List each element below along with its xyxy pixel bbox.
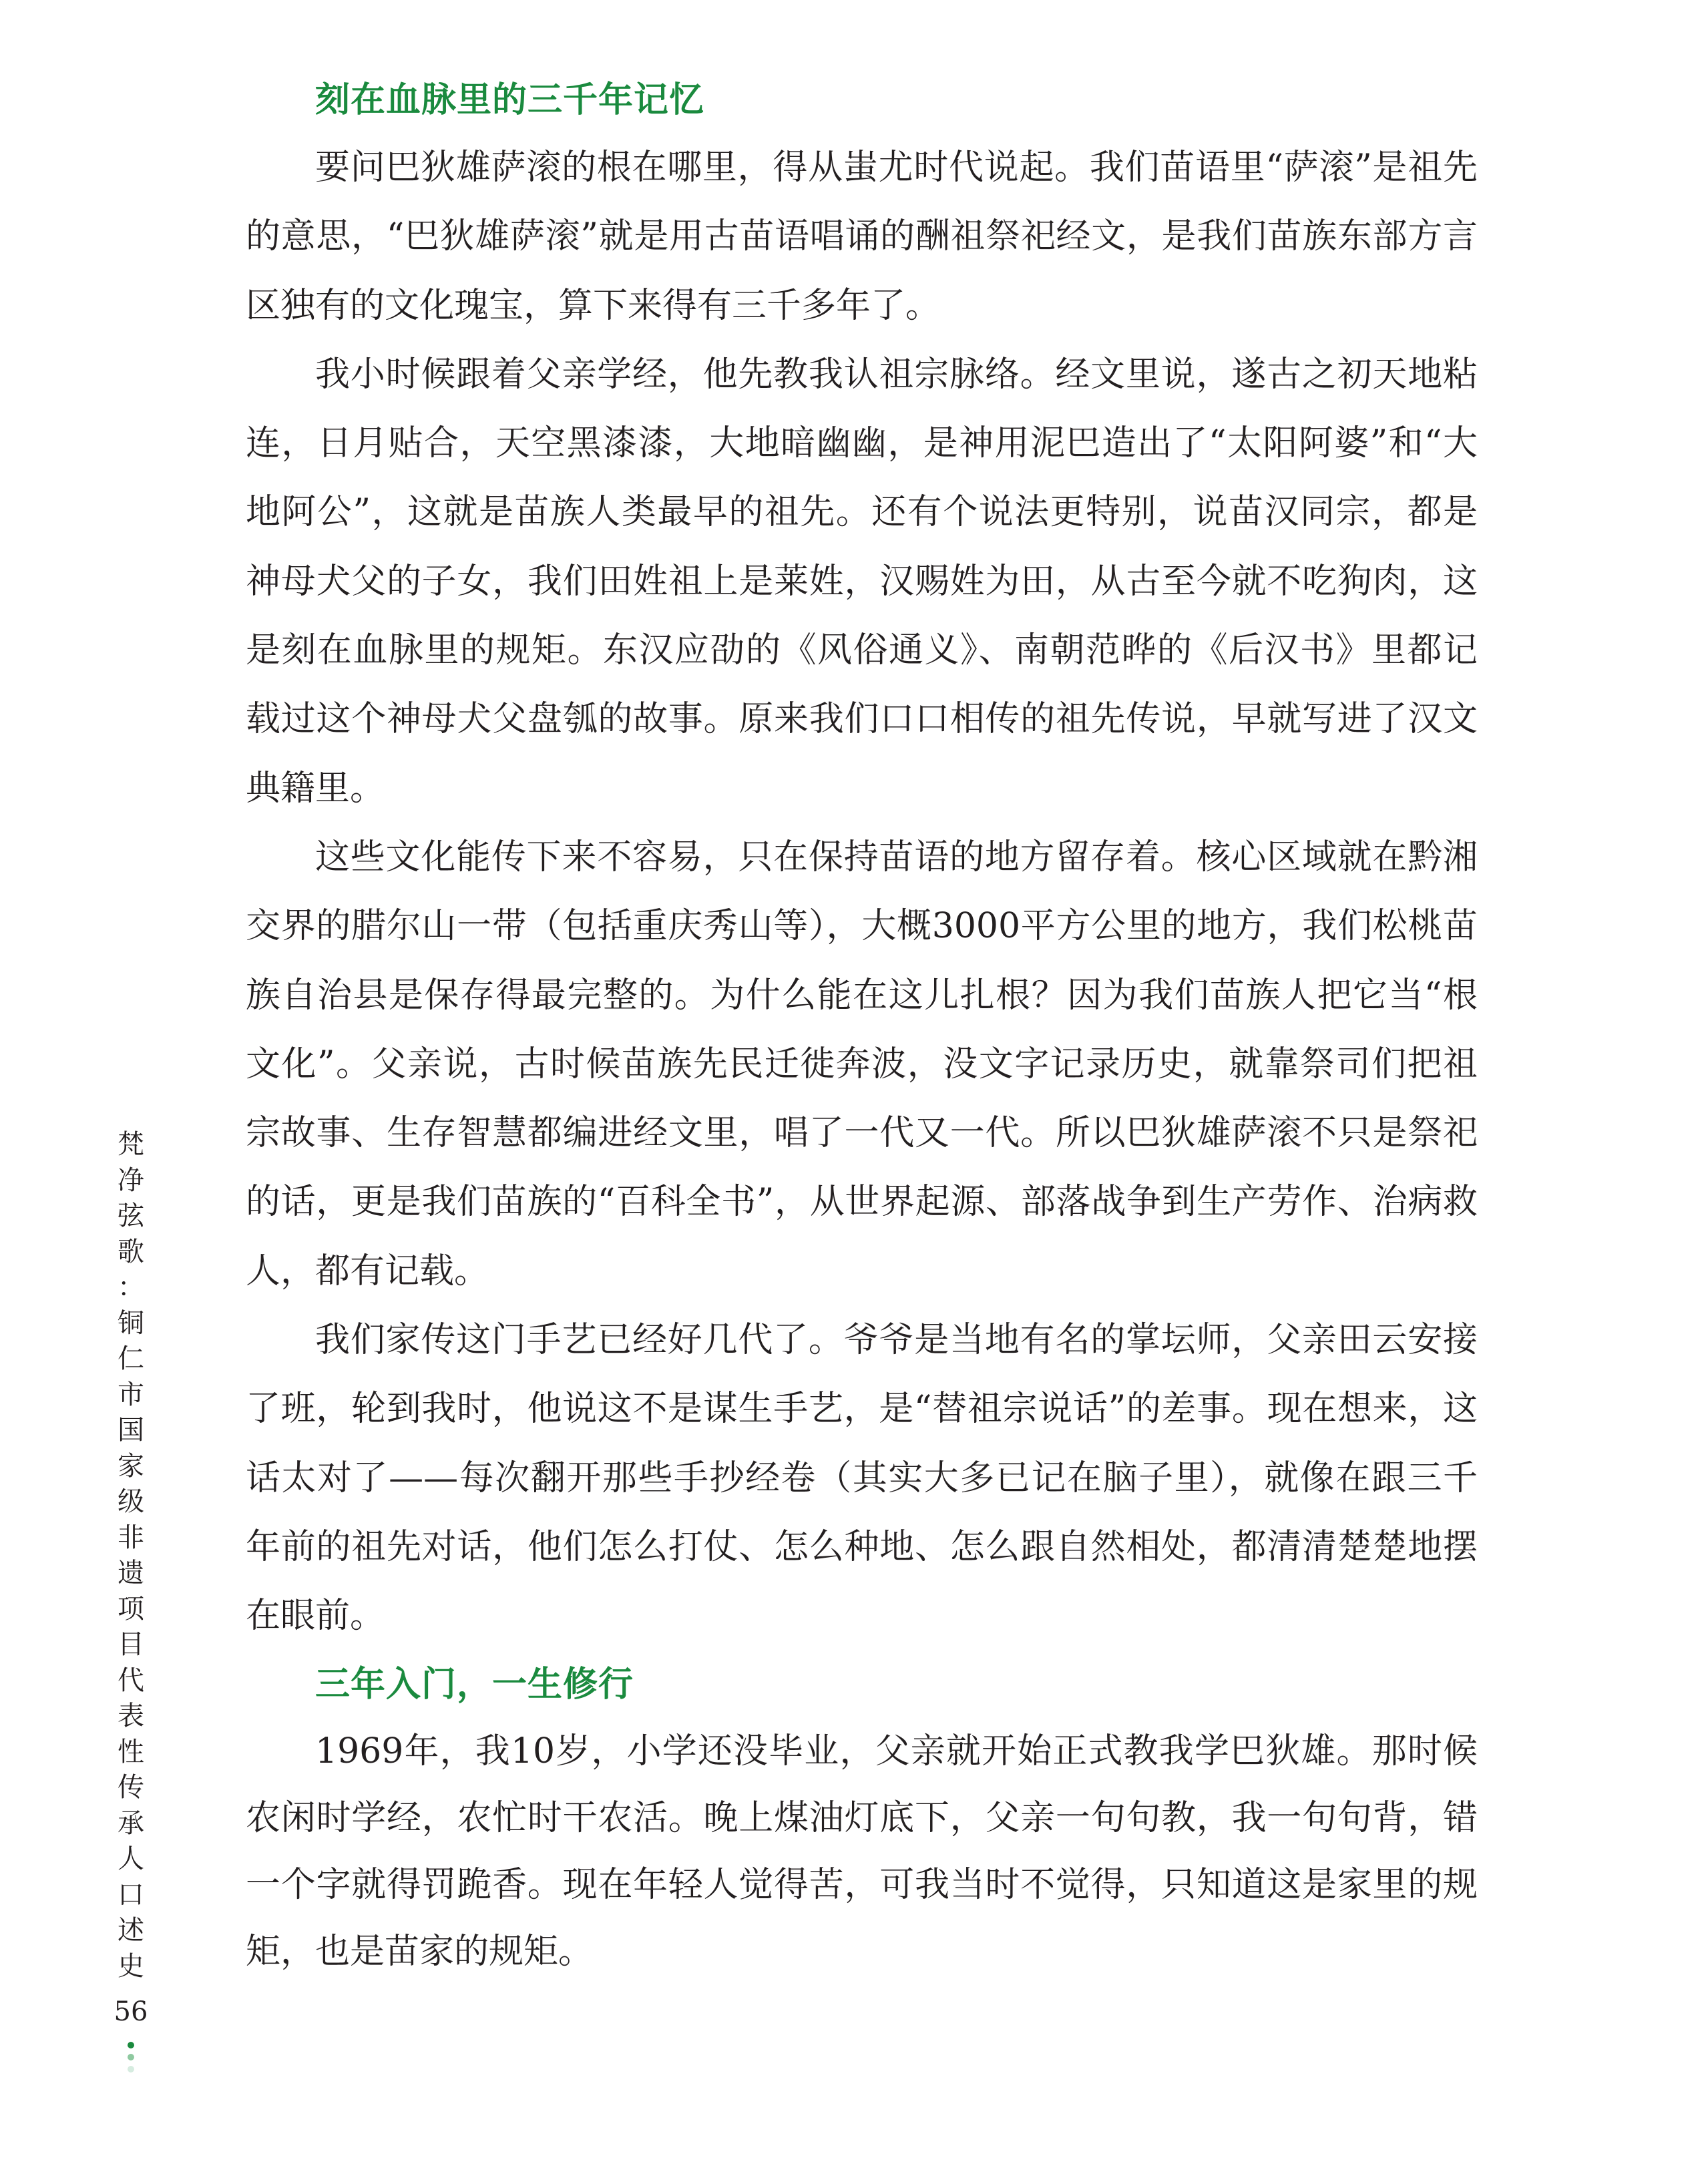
section-heading-1: 刻在血脉里的三千年记忆 bbox=[315, 80, 705, 120]
paragraph-3: 这些文化能传下来不容易，只在保持苗语的地方留存着。核心区域就在黔湘交界的腊尔山一带（包括重庆秀山等），大概3000平方公里的地方，我们松桃苗族自治县是保存得最完整的。为什么能在这儿扎根？因为我们苗族人把它当“根文化”。父亲说，古时候苗族先民迁徙奔波，没文字记录历史，就靠祭司们把祖宗故事、生存智慧都编进经文里，唱了一代又一代。所以巴狄雄萨滚不只是祭祀的话，更是我们苗族的“百科全书”，从世界起源、部落战争到生产劳作、治病救人，都有记载。 bbox=[246, 837, 1478, 1291]
running-title-char: 性 bbox=[118, 1736, 144, 1767]
page-dots-ornament bbox=[128, 2042, 134, 2078]
paragraph-4: 我们家传这门手艺已经好几代了。爷爷是当地有名的掌坛师，父亲田云安接了班，轮到我时，他说这不是谋生手艺，是“替祖宗说话”的差事。现在想来，这话太对了——每次翻开那些手抄经卷（其实大多已记在脑子里），就像在跟三千年前的祖先对话，他们怎么打仗、怎么种地、怎么跟自然相处，都清清楚楚地摆在眼前。 bbox=[246, 1320, 1478, 1637]
running-title-char: 梵 bbox=[118, 1129, 144, 1160]
running-title-char: 项 bbox=[118, 1593, 144, 1624]
page-number: 56 bbox=[114, 1996, 148, 2027]
running-title-char: 歌 bbox=[118, 1236, 144, 1267]
running-title-char: 传 bbox=[118, 1772, 144, 1803]
running-title-char: 口 bbox=[118, 1879, 144, 1910]
running-title-char: 弦 bbox=[118, 1201, 144, 1231]
running-title-char: 市 bbox=[118, 1379, 144, 1410]
running-title-char: 史 bbox=[118, 1950, 144, 1982]
running-title-char: 级 bbox=[118, 1486, 144, 1517]
paragraph-1: 要问巴狄雄萨滚的根在哪里，得从蚩尤时代说起。我们苗语里“萨滚”是祖先的意思，“巴狄雄萨滚”就是用古苗语唱诵的酬祖祭祀经文，是我们苗族东部方言区独有的文化瑰宝，算下来得有三千多年了。 bbox=[246, 148, 1478, 326]
ornament-dot bbox=[128, 2042, 134, 2048]
ornament-dot bbox=[128, 2066, 134, 2073]
paragraph-2: 我小时候跟着父亲学经，他先教我认祖宗脉络。经文里说，遂古之初天地粘连，日月贴合，天空黑漆漆，大地暗幽幽，是神用泥巴造出了“太阳阿婆”和“大地阿公”，这就是苗族人类最早的祖先。还有个说法更特别，说苗汉同宗，都是神母犬父的子女，我们田姓祖上是莱姓，汉赐姓为田，从古至今就不吃狗肉，这是刻在血脉里的规矩。东汉应劭的《风俗通义》、南朝范晔的《后汉书》里都记载过这个神母犬父盘瓠的故事。原来我们口口相传的祖先传说，早就写进了汉文典籍里。 bbox=[246, 354, 1478, 809]
running-title-char: 遗 bbox=[118, 1558, 144, 1588]
running-title-char: 承 bbox=[118, 1807, 144, 1839]
running-title-char: 非 bbox=[118, 1522, 144, 1553]
page-content bbox=[246, 67, 1478, 1985]
running-title-char: 人 bbox=[118, 1843, 144, 1874]
running-title-char: 净 bbox=[118, 1164, 144, 1196]
section-heading-2: 三年入门，一生修行 bbox=[315, 1664, 634, 1705]
running-title-char: ： bbox=[118, 1272, 144, 1303]
paragraph-5: 1969年，我10岁，小学还没毕业，父亲就开始正式教我学巴狄雄。那时候农闲时学经，农忙时干农活。晚上煤油灯底下，父亲一句句教，我一句句背，错一个字就得罚跪香。现在年轻人觉得苦，可我当时不觉得，只知道这是家里的规矩，也是苗家的规矩。 bbox=[246, 1731, 1478, 1972]
running-title-char: 代 bbox=[118, 1665, 144, 1696]
running-title-char: 铜 bbox=[118, 1307, 144, 1339]
running-title-char: 家 bbox=[118, 1450, 144, 1482]
running-title-char: 述 bbox=[118, 1915, 144, 1946]
running-title-char: 仁 bbox=[118, 1343, 144, 1374]
running-title-char: 目 bbox=[118, 1629, 144, 1660]
running-title-char: 国 bbox=[118, 1415, 144, 1446]
running-title-char: 表 bbox=[118, 1701, 144, 1731]
ornament-dot bbox=[128, 2054, 134, 2060]
running-title bbox=[112, 1127, 150, 1984]
